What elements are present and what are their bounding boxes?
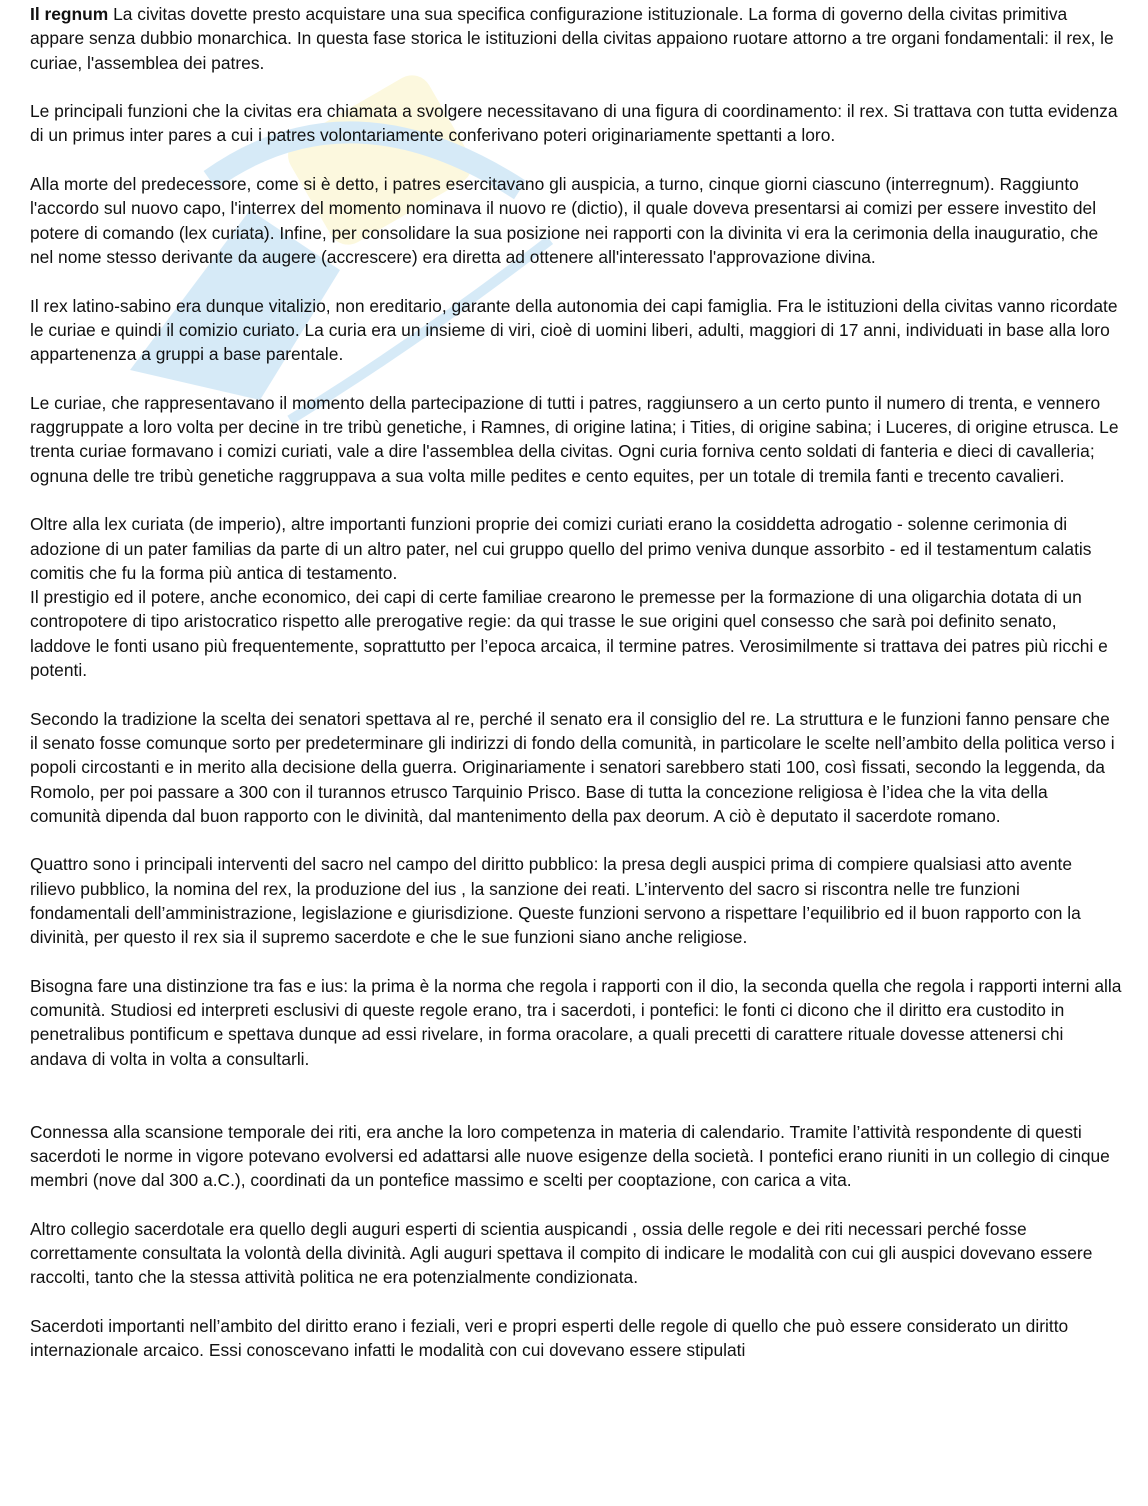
paragraph-text: Il rex latino-sabino era dunque vitalizio, non ereditario, garante della autonomia dei capi famiglia. Fra le istituzioni della civitas vanno ricordate le curiae e quindi il comizio curiato. La curia era un insieme di viri, cioè di uomini liberi, adulti, maggiori di 17 anni, individuati in base alla loro appartenenza a gruppi a base parentale. bbox=[30, 295, 1118, 365]
paragraph bbox=[30, 512, 1122, 585]
paragraph bbox=[30, 852, 1122, 949]
paragraph-text: Le principali funzioni che la civitas era chiamata a svolgere necessitavano di una figura di coordinamento: il rex. Si trattava con tutta evidenza di un primus inter pares a cui i patres volontariamente conferivano poteri originariamente spettanti a loro. bbox=[30, 101, 1118, 146]
paragraph-text: Connessa alla scansione temporale dei riti, era anche la loro competenza in materia di calendario. Tramite l’attività respondente di questi sacerdoti le norme in vigore potevano evolversi ed adattarsi alle nuove esigenze della società. I pontefici erano riuniti in un collegio di cinque membri (nove dal 300 a.C.), coordinati da un pontefice massimo e scelti per cooptazione, con carica a vita. bbox=[30, 1121, 1110, 1191]
paragraph bbox=[30, 707, 1122, 828]
paragraph-text: Alla morte del predecessore, come si è detto, i patres esercitavano gli auspicia, a turno, cinque giorni ciascuno (interregnum). Raggiunto l'accordo sul nuovo capo, l'interrex del momento nominava il nuovo re (dictio), il quale doveva presentarsi ai comizi per essere investito del potere di comando (lex curiata). Infine, per consolidare la sua posizione nei rapporti con la divinita vi era la cerimonia della inauguratio, che nel nome stesso derivante da augere (accrescere) era diretta ad ottenere all'interessato l'approvazione divina. bbox=[30, 174, 1099, 267]
paragraph bbox=[30, 391, 1122, 488]
paragraph-text: Le curiae, che rappresentavano il momento della partecipazione di tutti i patres, raggiunsero a un certo punto il numero di trenta, e vennero raggruppate a loro volta per decine in tre tribù genetiche, i Ramnes, di origine latina; i Tities, di origine sabina; i Luceres, di origine etrusca. Le trenta curiae formavano i comizi curiati, vale a dire l'assemblea della civitas. Ogni curia forniva cento soldati di fanteria e dieci di cavalleria; ognuna delle tre tribù genetiche raggruppava a sua volta mille pedites e cento equites, per un totale di tremila fanti e trecento cavalieri. bbox=[30, 392, 1119, 486]
paragraph-text: La civitas dovette presto acquistare una sua specifica configurazione istituzionale. La forma di governo della civitas primitiva appare senza dubbio monarchica. In questa fase storica le istituzioni della civitas appaiono ruotare attorno a tre organi fondamentali: il rex, le curiae, l'assemblea dei patres. bbox=[30, 4, 1114, 73]
paragraph bbox=[30, 1314, 1122, 1363]
document-body bbox=[30, 2, 1122, 1387]
paragraph-text: Altro collegio sacerdotale era quello degli auguri esperti di scientia auspicandi , ossia delle regole e dei riti necessari perché fosse correttamente consultata la volontà della divinità. Agli auguri spettava il compito di indicare le modalità con cui gli auspici dovevano essere raccolti, tanto che la stessa attività politica ne era potenzialmente condizionata. bbox=[30, 1218, 1093, 1288]
paragraph bbox=[30, 172, 1122, 269]
paragraph-text: Secondo la tradizione la scelta dei senatori spettava al re, perché il senato era il consiglio del re. La struttura e le funzioni fanno pensare che il senato fosse comunque sorto per predeterminare gli indirizzi di fondo della comunità, in particolare le scelte nell’ambito della politica verso i popoli circostanti e in merito alla decisione della guerra. Originariamente i senatori sarebbero stati 100, così fissati, secondo la leggenda, da Romolo, per poi passare a 300 con il turannos etrusco Tarquinio Prisco. Base di tutta la concezione religiosa è l’idea che la vita della comunità dipenda dal buon rapporto con le divinità, dal mantenimento della pax deorum. A ciò è deputato il sacerdote romano. bbox=[30, 708, 1115, 826]
paragraph bbox=[30, 1217, 1122, 1290]
paragraph bbox=[30, 974, 1122, 1071]
section-heading: Il regnum bbox=[30, 4, 109, 24]
paragraph bbox=[30, 99, 1122, 148]
paragraph-text: Quattro sono i principali interventi del sacro nel campo del diritto pubblico: la presa degli auspici prima di compiere qualsiasi atto avente rilievo pubblico, la nomina del rex, la produzione del ius , la sanzione dei reati. L’intervento del sacro si riscontra nelle tre funzioni fondamentali dell’amministrazione, legislazione e giurisdizione. Queste funzioni servono a rispettare l’equilibrio ed il buon rapporto con la divinità, per questo il rex sia il supremo sacerdote e che le sue funzioni siano anche religiose. bbox=[30, 854, 1081, 948]
paragraph-text: Il prestigio ed il potere, anche economico, dei capi di certe familiae crearono le premesse per la formazione di una oligarchia dotata di un contropotere di tipo aristocratico rispetto alle prerogative regie: da qui trasse le sue origini quel consesso che sarà poi definito senato, laddove le fonti usano più frequentemente, soprattutto per l’epoca arcaica, il termine patres. Verosimilmente si trattava dei patres più ricchi e potenti. bbox=[30, 587, 1108, 681]
paragraph-text: Bisogna fare una distinzione tra fas e ius: la prima è la norma che regola i rapporti con il dio, la seconda quella che regola i rapporti interni alla comunità. Studiosi ed interpreti esclusivi di queste regole erano, tra i sacerdoti, i pontefici: le fonti ci dicono che il diritto era custodito in penetralibus pontificum e spettava dunque ad essi rivelare, in forma oracolare, a quali precetti di carattere rituale dovesse attenersi chi andava di volta in volta a consultarli. bbox=[30, 975, 1122, 1069]
paragraph bbox=[30, 1120, 1122, 1193]
paragraph bbox=[30, 2, 1122, 75]
paragraph-text: Oltre alla lex curiata (de imperio), altre importanti funzioni proprie dei comizi curiati erano la cosiddetta adrogatio - solenne cerimonia di adozione di un pater familias da parte di un altro pater, nel cui gruppo quello del primo veniva dunque assorbito - ed il testamentum calatis comitis che fu la forma più antica di testamento. bbox=[30, 514, 1092, 583]
paragraph bbox=[30, 585, 1122, 682]
paragraph-text: Sacerdoti importanti nell’ambito del diritto erano i feziali, veri e propri esperti delle regole di quello che può essere considerato un diritto internazionale arcaico. Essi conoscevano infatti le modalità con cui dovevano essere stipulati bbox=[30, 1316, 1069, 1361]
paragraph bbox=[30, 294, 1122, 367]
